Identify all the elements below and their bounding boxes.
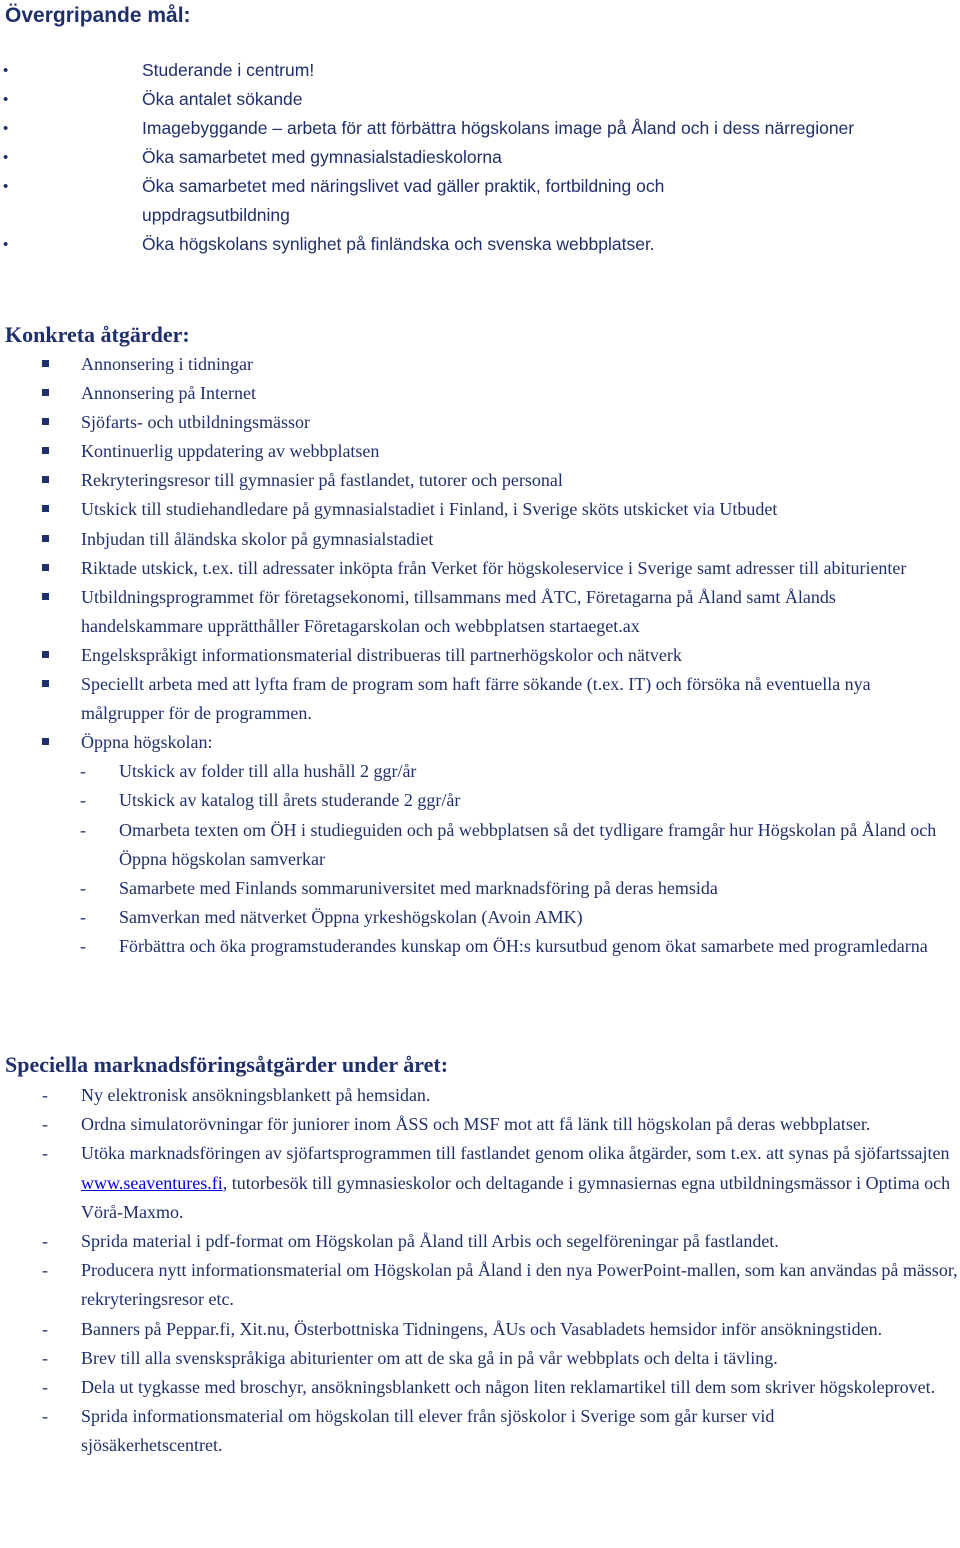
list-item-text — [81, 1139, 959, 1227]
list-item-text: Ny elektronisk ansökningsblankett på hemsidan. — [81, 1085, 431, 1105]
dash-marker: - — [42, 1114, 48, 1135]
actions-list — [0, 350, 960, 961]
square-bullet-icon — [42, 476, 49, 483]
list-item — [0, 1256, 960, 1314]
list-item-text: Öppna högskolan: — [81, 732, 213, 753]
bullet-marker: • — [3, 236, 9, 253]
list-item-text: Öka antalet sökande — [142, 89, 303, 109]
list-item — [0, 143, 960, 172]
list-item-text: Imagebyggande – arbeta för att förbättra högskolans image på Åland och i dess närregioner — [142, 118, 855, 138]
actions-heading: Konkreta åtgärder: — [5, 322, 190, 347]
list-item-text: Banners på Peppar.fi, Xit.nu, Österbottniska Tidningens, ÅUs och Vasabladets hemsidor inför ansökningstiden. — [81, 1318, 883, 1339]
square-bullet-icon — [42, 651, 49, 658]
list-item — [0, 1110, 960, 1139]
sublist-item — [0, 903, 960, 932]
dash-marker: - — [80, 790, 86, 811]
sublist-item-text: Förbättra och öka programstuderandes kunskap om ÖH:s kursutbud genom ökat samarbete med programledarna — [119, 935, 928, 956]
sublist-item-text: Utskick av katalog till årets studerande 2 ggr/år — [119, 790, 461, 811]
square-bullet-icon — [42, 680, 49, 687]
list-item-text-start: Utöka marknadsföringen av sjöfartsprogrammen till fastlandet genom olika åtgärder, som t.ex. att synas på sjöfartssajten — [81, 1143, 950, 1164]
square-bullet-icon — [42, 447, 49, 454]
list-item — [0, 728, 960, 961]
list-item — [0, 1081, 960, 1110]
list-item-text: Dela ut tygkasse med broschyr, ansökningsblankett och någon liten reklamartikel till dem som skriver högskoleprovet. — [81, 1377, 936, 1398]
dash-marker: - — [80, 819, 86, 840]
square-bullet-icon — [42, 505, 49, 512]
dash-marker: - — [42, 1406, 48, 1427]
dash-marker: - — [42, 1085, 48, 1105]
list-item-text: Engelskspråkigt informationsmaterial distribueras till partnerhögskolor och nätverk — [81, 644, 682, 665]
list-item — [0, 350, 960, 379]
sublist-item — [0, 816, 960, 874]
list-item-text: Utbildningsprogrammet för företagsekonomi, tillsammans med ÅTC, Företagarna på Åland samt Ålands handelskammare upprätthåller Företagarskolan och webbplatsen startaeget.ax — [81, 586, 836, 636]
list-item-text: Sprida material i pdf-format om Högskolan på Åland till Arbis och segelföreningar på fastlandet. — [81, 1231, 779, 1252]
list-item — [0, 437, 960, 466]
dash-marker: - — [42, 1347, 48, 1368]
list-item — [0, 172, 960, 230]
list-item-text: Riktade utskick, t.ex. till adressater inköpta från Verket för högskoleservice i Sverige samt adresser till abiturienter — [81, 557, 907, 578]
list-item — [0, 85, 960, 114]
list-item-text: Inbjudan till åländska skolor på gymnasialstadiet — [81, 528, 434, 549]
dash-marker: - — [80, 877, 86, 898]
list-item-text-end: , tutorbesök till gymnasieskolor och deltagande i gymnasiernas egna utbildningsmässor i Optima och Vörå-Maxmo. — [81, 1172, 951, 1222]
list-item — [0, 114, 960, 143]
list-item-text: Studerande i centrum! — [142, 60, 315, 80]
list-item — [0, 1344, 960, 1373]
list-item — [0, 379, 960, 408]
square-bullet-icon — [42, 593, 49, 600]
sublist-item-text: Samverkan med nätverket Öppna yrkeshögskolan (Avoin AMK) — [119, 906, 583, 927]
bullet-marker: • — [3, 178, 9, 195]
square-bullet-icon — [42, 738, 49, 745]
dash-marker: - — [42, 1143, 48, 1164]
list-item — [0, 1315, 960, 1344]
dash-marker: - — [80, 761, 86, 782]
special-list — [0, 1081, 960, 1461]
sublist-item — [0, 786, 960, 815]
sublist-item-text: Samarbete med Finlands sommaruniversitet med marknadsföring på deras hemsida — [119, 877, 718, 898]
list-item — [0, 525, 960, 554]
list-item — [0, 670, 960, 728]
sublist-item — [0, 932, 960, 961]
list-item-text: Öka samarbetet med gymnasialstadieskolorna — [142, 147, 502, 167]
list-item — [0, 408, 960, 437]
bullet-marker: • — [3, 120, 9, 137]
goals-list — [0, 56, 960, 259]
square-bullet-icon — [42, 389, 49, 396]
list-item-text: Producera nytt informationsmaterial om Högskolan på Åland i den nya PowerPoint-mallen, som kan användas på mässor, rekryteringsresor etc. — [81, 1260, 958, 1310]
square-bullet-icon — [42, 418, 49, 425]
list-item-text: Ordna simulatorövningar för juniorer inom ÅSS och MSF mot att få länk till högskolan på deras webbplatser. — [81, 1114, 871, 1135]
list-item — [0, 1227, 960, 1256]
bullet-marker: • — [3, 91, 9, 108]
dash-marker: - — [42, 1318, 48, 1339]
list-item-text: Utskick till studiehandledare på gymnasialstadiet i Finland, i Sverige sköts utskicket via Utbudet — [81, 499, 778, 520]
list-item — [0, 466, 960, 495]
list-item-text: Öka samarbetet med näringslivet vad gäller praktik, fortbildning och uppdragsutbildning — [142, 176, 665, 225]
special-heading: Speciella marknadsföringsåtgärder under året: — [5, 1052, 449, 1077]
seaventures-link[interactable]: www.seaventures.fi — [81, 1172, 223, 1193]
list-item — [0, 1402, 960, 1460]
goals-heading: Övergripande mål: — [5, 4, 191, 27]
list-item-text: Öka högskolans synlighet på finländska och svenska webbplatser. — [142, 234, 655, 254]
list-item-text: Kontinuerlig uppdatering av webbplatsen — [81, 441, 380, 462]
square-bullet-icon — [42, 535, 49, 542]
list-item — [0, 1139, 960, 1227]
list-item-text: Sprida informationsmaterial om högskolan till elever från sjöskolor i Sverige som går kurser vid sjösäkerhetscentret. — [81, 1406, 775, 1456]
dash-marker: - — [80, 906, 86, 927]
sublist-item — [0, 874, 960, 903]
square-bullet-icon — [42, 564, 49, 571]
bullet-marker: • — [3, 149, 9, 166]
dash-marker: - — [80, 935, 86, 956]
list-item-text: Speciellt arbeta med att lyfta fram de program som haft färre sökande (t.ex. IT) och försöka nå eventuella nya målgrupper för de programmen. — [81, 674, 871, 724]
bullet-marker: • — [3, 62, 9, 79]
list-item — [0, 56, 960, 85]
list-item — [0, 554, 960, 583]
list-item-text: Annonsering på Internet — [81, 383, 256, 404]
square-bullet-icon — [42, 360, 49, 367]
list-item-text: Annonsering i tidningar — [81, 354, 253, 374]
list-item-text: Sjöfarts- och utbildningsmässor — [81, 412, 310, 433]
sublist-item-text: Omarbeta texten om ÖH i studieguiden och på webbplatsen så det tydligare framgår hur Högskolan på Åland och Öppna högskolan samverkar — [119, 819, 937, 869]
dash-marker: - — [42, 1260, 48, 1281]
dash-marker: - — [42, 1231, 48, 1252]
sublist-item — [0, 757, 960, 786]
open-university-sublist — [0, 757, 960, 961]
list-item — [0, 230, 960, 259]
list-item-text: Rekryteringsresor till gymnasier på fastlandet, tutorer och personal — [81, 470, 563, 491]
dash-marker: - — [42, 1377, 48, 1398]
list-item — [0, 1373, 960, 1402]
list-item — [0, 641, 960, 670]
list-item — [0, 583, 960, 641]
list-item-text: Brev till alla svenskspråkiga abiturienter om att de ska gå in på vår webbplats och delta i tävling. — [81, 1347, 778, 1368]
list-item — [0, 495, 960, 524]
sublist-item-text: Utskick av folder till alla hushåll 2 ggr/år — [119, 761, 417, 782]
